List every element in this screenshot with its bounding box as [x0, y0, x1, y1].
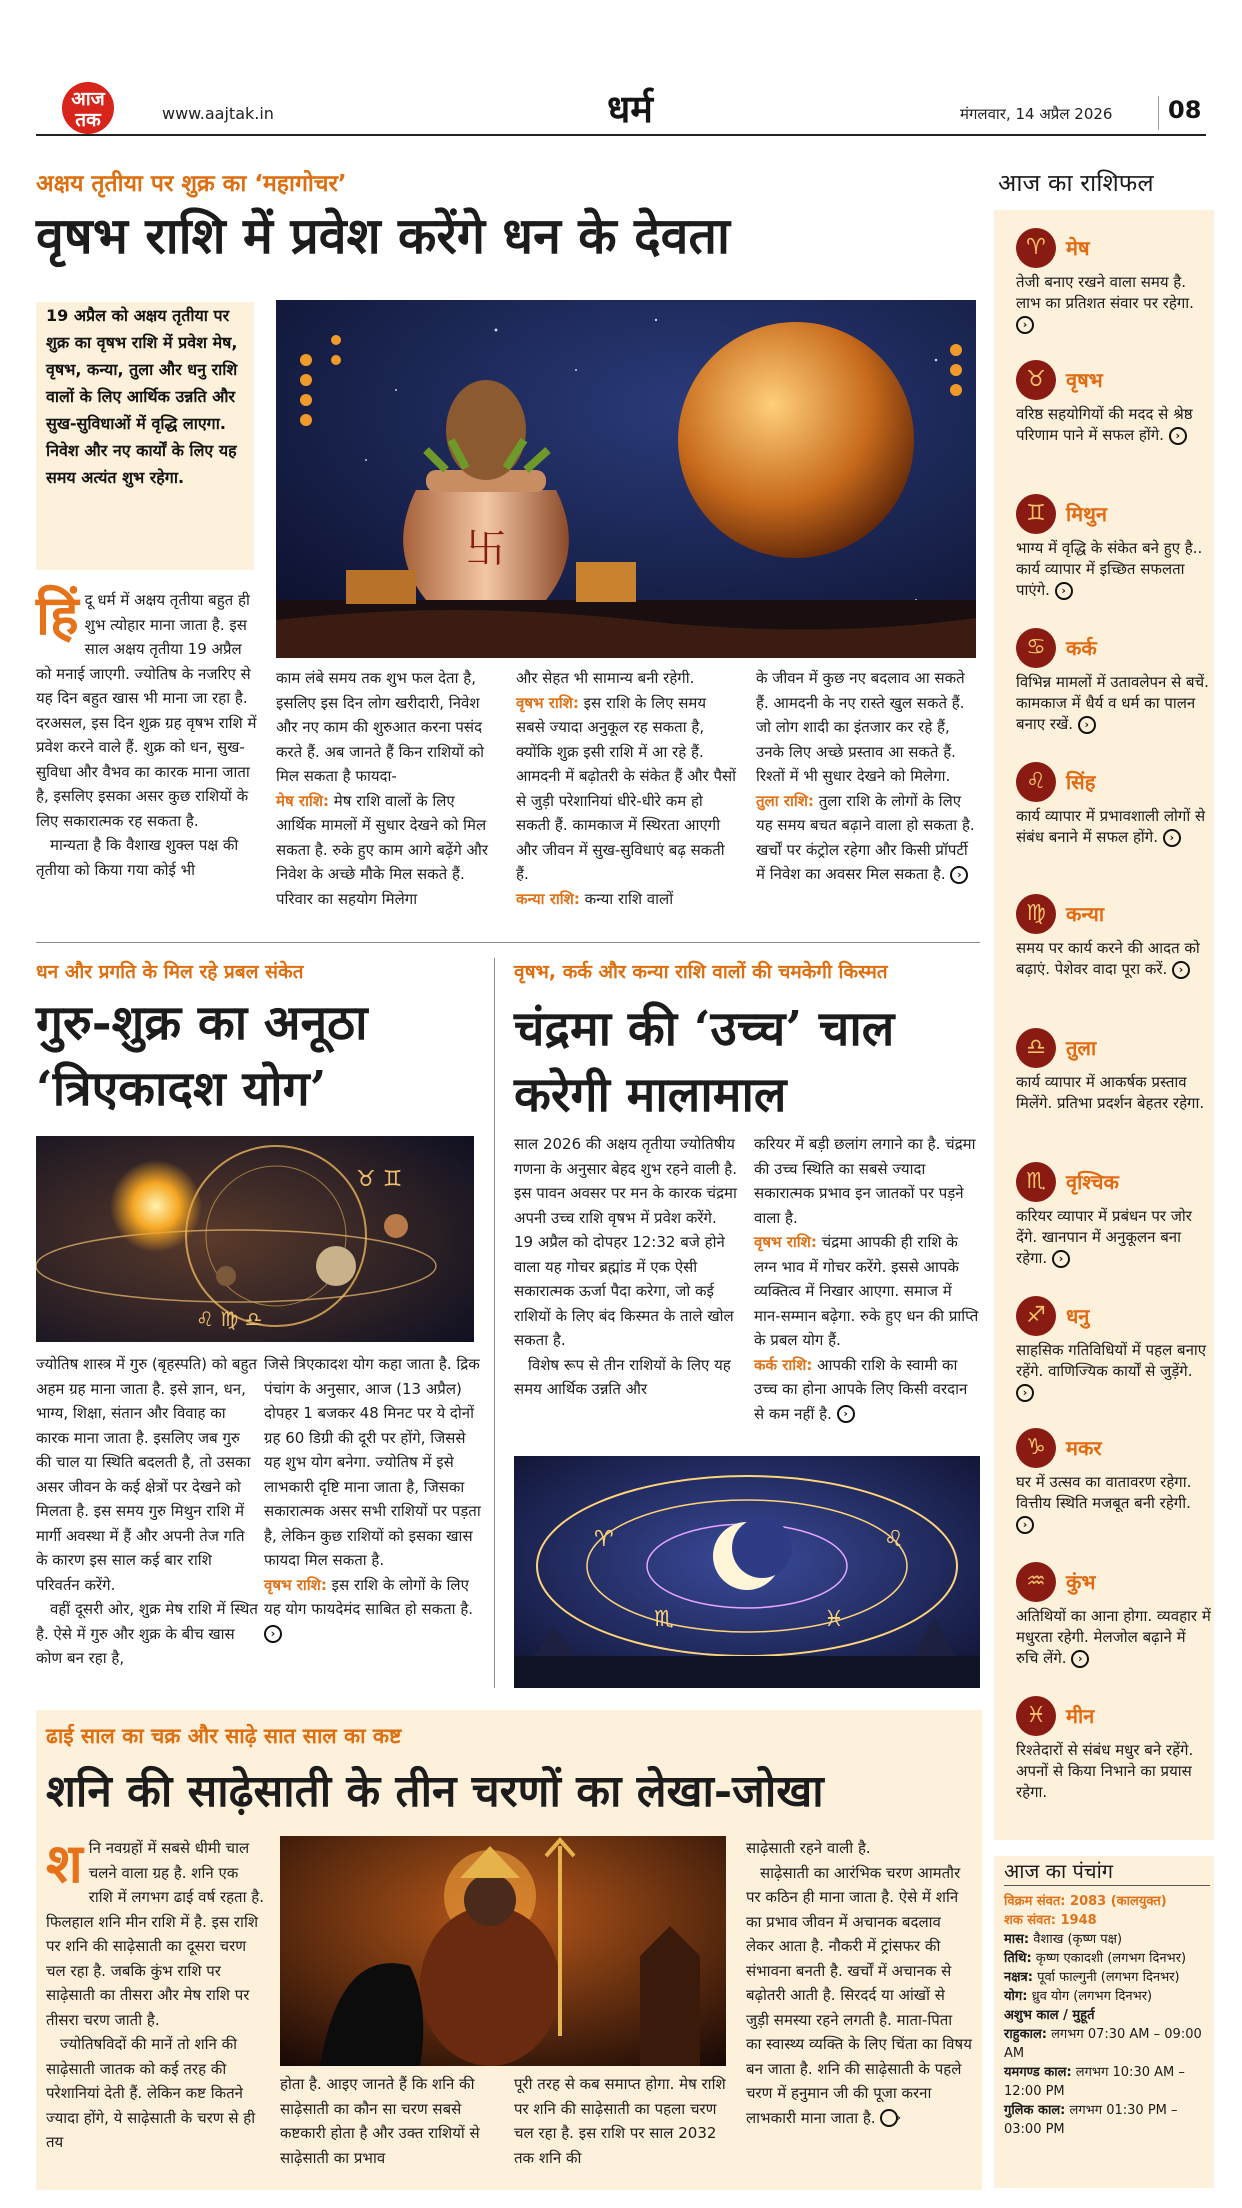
- aquarius-icon: ♒: [1016, 1562, 1056, 1602]
- panchang-value: कृष्ण एकादशी (लगभग दिनभर): [1035, 1951, 1187, 1966]
- story4-col1-para2: ज्योतिषविदों की मानें तो शनि की साढ़ेसाती जातक को कई तरह की परेशानियां देती हैं. लेकिन कष्ट कितने ज्यादा होंगे, ये साढ़ेसाती के चरण से ही तय: [46, 2035, 256, 2151]
- story1-label-kanya: कन्या राशि:: [516, 889, 580, 908]
- rashi-text: अतिथियों का आना होगा. व्यवहार में मधुरता रहेगी. मेलजोल बढ़ाने में रुचि लेंगे.: [1016, 1607, 1211, 1667]
- story4-dropcap: श: [46, 1831, 83, 1895]
- panchang-value: ध्रुव योग (लगभग दिनभर): [1031, 1989, 1153, 2004]
- svg-text:♈: ♈: [594, 1527, 614, 1552]
- rashi-name: वृश्चिक: [1066, 1170, 1119, 1194]
- story4-col2: होता है. आइए जानते हैं कि शनि की साढ़ेसाती का कौन सा चरण सबसे कष्टकारी होता है और उक्त राशियों से साढ़ेसाती का प्रभाव: [280, 2075, 480, 2167]
- rashi-text: कार्य व्यापार में आकर्षक प्रस्ताव मिलेंगे. प्रतिभा प्रदर्शन बेहतर रहेगा.: [1016, 1073, 1205, 1112]
- story1-col3-para2: इस राशि के लिए समय सबसे ज्यादा अनुकूल रह सकता है, क्योंकि शुक्र इसी राशि में आ रहे हैं. आमदनी में बढ़ोतरी के संकेत हैं और पैसों से जुड़ी परेशानियां धीरे-धीरे कम हो सकती हैं. कामकाज में स्थिरता आएगी और जीवन में सुख-सुविधाएं बढ़ सकती हैं.: [516, 693, 737, 883]
- page-number: 08: [1168, 96, 1202, 124]
- rashi-name: धनु: [1066, 1304, 1090, 1328]
- rashi-text: रिश्तेदारों से संबंध मधुर बने रहेंगे. अपनों से किया निभाने का प्रयास रहेगा.: [1016, 1741, 1194, 1801]
- story4-col1-para1: नि नवग्रहों में सबसे धीमी चाल चलने वाला ग्रह है. शनि एक राशि में लगभग ढाई वर्ष रहता है. फिलहाल शनि मीन राशि में है. इस राशि पर शनि की साढ़ेसाती का दूसरा चरण चल रहा है. जबकि कुंभ राशि पर साढ़ेसाती का तीसरा और मेष राशि पर तीसरा चरण जाती है.: [46, 1839, 264, 2029]
- rashi-name: मकर: [1066, 1436, 1102, 1460]
- rashi-text: साहसिक गतिविधियों में पहल बनाए रहेंगे. वाणिज्यिक कार्यों से जुड़ेंगे.: [1016, 1341, 1207, 1380]
- svg-text:♏: ♏: [654, 1607, 674, 1632]
- story4-image-shani-dev: [280, 1836, 726, 2066]
- story4-col3: पूरी तरह से कब समाप्त होगा. मेष राशि पर शनि की साढ़ेसाती का पहला चरण चल रहा है. इस राशि पर साल 2032 तक शनि की: [514, 2075, 726, 2167]
- story1-col1-para1: दू धर्म में अक्षय तृतीया बहुत ही शुभ त्योहार माना जाता है. इस साल अक्षय तृतीया 19 अप्रैल को मनाई जाएगी. ज्योतिष के नजरिए से यह दिन बहुत खास भी माना जा रहा है. दरअसल, इस दिन शुक्र ग्रह वृषभ राशि में प्रवेश करने वाले हैं. शुक्र को धन, सुख-सुविधा और वैभव का कारक माना जाता है, इसलिए इसका असर कुछ राशियों के लिए सकारात्मक रह सकता है.: [36, 591, 257, 830]
- story1-col1-para2: मान्यता है कि वैशाख शुक्ल पक्ष की तृतीया को किया गया कोई भी: [36, 836, 239, 879]
- panchang-label: तिथि:: [1004, 1951, 1032, 1966]
- story3-kicker: वृषभ, कर्क और कन्या राशि वालों की चमकेगी किस्मत: [514, 961, 888, 983]
- story1-col3-para3: कन्या राशि वालों: [584, 889, 674, 908]
- svg-text:♌: ♌: [884, 1527, 904, 1552]
- story2-col1-para2: वहीं दूसरी ओर, शुक्र मेष राशि में स्थित है. ऐसे में गुरु और शुक्र के बीच खास कोण बन रहा है,: [36, 1600, 258, 1667]
- story1-col2-para2: मेष राशि वालों के लिए आर्थिक मामलों में सुधार देखने को मिल सकता है. रुके हुए काम आगे बढ़ेंगे और निवेश के अच्छे मौके मिल सकते हैं. परिवार का सहयोग मिलेगा: [276, 791, 489, 908]
- read-more-arrow-icon[interactable]: ›: [1172, 961, 1190, 979]
- aajtak-logo[interactable]: [40, 80, 144, 136]
- libra-icon: ♎: [1016, 1028, 1056, 1068]
- story1-label-vrishabh: वृषभ राशि:: [516, 693, 579, 712]
- story2-image-zodiac-wheel: [36, 1136, 474, 1342]
- rashi-name: मीन: [1066, 1704, 1095, 1728]
- story1-col4-para1: के जीवन में कुछ नए बदलाव आ सकते हैं. आमदनी के नए रास्ते खुल सकते हैं. जो लोग शादी का इंतजार कर रहे हैं, उनके लिए अच्छे प्रस्ताव आ सकते हैं. रिश्तों में भी सुधार देखने को मिलेगा.: [756, 669, 965, 785]
- rashi-name: मेष: [1066, 236, 1090, 260]
- story1-col2-para1: काम लंबे समय तक शुभ फल देता है, इसलिए इस दिन लोग खरीदारी, निवेश और नए काम की शुरुआत करना पसंद करते हैं. अब जानते हैं किन राशियों को मिल सकता है फायदा-: [276, 669, 485, 785]
- read-more-arrow-icon[interactable]: ›: [1016, 1516, 1034, 1534]
- rashi-text: करियर व्यापार में प्रबंधन पर जोर देंगे. खानपान में अनुकूलन बना रहेगा.: [1016, 1207, 1192, 1267]
- story2-headline-line1: गुरु-शुक्र का अनूठा: [36, 995, 368, 1051]
- story3-col2-para2: चंद्रमा आपकी ही राशि के लग्न भाव में गोचर करेंगे. इससे आपके व्यक्तित्व में निखार आएगा. समाज में मान-सम्मान बढ़ेगा. रुके हुए धन की प्राप्ति के प्रबल योग हैं.: [754, 1233, 979, 1349]
- svg-text:卐: 卐: [466, 526, 506, 572]
- read-more-arrow-icon[interactable]: ›: [1055, 582, 1073, 600]
- rashi-text: घर में उत्सव का वातावरण रहेगा. वित्तीय स्थिति मजबूत बनी रहेगी.: [1016, 1473, 1192, 1512]
- story1-dropcap: हिं: [36, 583, 79, 647]
- rashi-name: तुला: [1066, 1036, 1097, 1060]
- story3-image-moon-zodiac: [514, 1456, 980, 1688]
- scorpio-icon: ♏: [1016, 1162, 1056, 1202]
- story3-col1-para1: साल 2026 की अक्षय तृतीया ज्योतिषीय गणना के अनुसार बेहद शुभ रहने वाली है. इस पावन अवसर पर मन के कारक चंद्रमा अपनी उच्च राशि वृषभ में प्रवेश करेंगे. 19 अप्रैल को दोपहर 12:32 बजे होने वाला यह गोचर ब्रह्मांड में एक ऐसी सकारात्मक ऊर्जा पैदा करेगा, जो कई राशियों के लिए बंद किस्मत के ताले खोल सकता है.: [514, 1135, 738, 1349]
- rashi-name: मिथुन: [1066, 502, 1108, 526]
- story3-label-vrishabh: वृषभ राशि:: [754, 1233, 817, 1251]
- panchang-label: नक्षत्र:: [1004, 1970, 1033, 1985]
- panchang-label: गुलिक काल:: [1004, 2103, 1066, 2118]
- story3-headline-line2: करेगी मालामाल: [514, 1067, 787, 1123]
- story1-headline[interactable]: वृषभ राशि में प्रवेश करेंगे धन के देवता: [36, 206, 730, 265]
- story2-col1: [36, 1352, 258, 1671]
- story4-col4-para1: साढ़ेसाती रहने वाली है.: [746, 1839, 871, 1857]
- svg-text:आज: आज: [71, 88, 105, 110]
- svg-text:♌ ♍ ♎: ♌ ♍ ♎: [196, 1307, 263, 1331]
- panchang-ashubh-heading: अशुभ काल / मुहूर्त: [1004, 2008, 1095, 2023]
- story1-label-tula: तुला राशि:: [756, 791, 814, 810]
- panchang-vikram: विक्रम संवत: 2083 (कालयुक्त): [1004, 1894, 1167, 1909]
- rashi-name: सिंह: [1066, 770, 1096, 794]
- story3-col2-para3: आपकी राशि के स्वामी का उच्च का होना आपके लिए किसी वरदान से कम नहीं है.: [754, 1355, 968, 1423]
- panchang-value: लगभग 01:30 PM – 03:00 PM: [1004, 2103, 1178, 2137]
- leo-icon: ♌: [1016, 762, 1056, 802]
- story1-lead-box: [36, 302, 254, 570]
- story4-col4-para2: साढ़ेसाती का आरंभिक चरण आमतौर पर कठिन ही माना जाता है. ऐसे में शनि का प्रभाव जीवन में अचानक बदलाव लेकर आता है. नौकरी में ट्रांसफर की संभावना बनती है. खर्चों में अचानक से बढ़ोतरी आती है. सिरदर्द या आंखों से जुड़ी समस्या रहने लगती है. माता-पिता का स्वास्थ्य व्यक्ति के लिए चिंता का विषय बन जाता है. शनि की साढ़ेसाती के पहले चरण में हनुमान जी की पूजा करना लाभकारी माना जाता है.: [746, 1863, 972, 2127]
- svg-text:♓: ♓: [824, 1607, 844, 1632]
- story1-image-kalash-venus: [276, 300, 976, 658]
- rashi-text: भाग्य में वृद्धि के संकेत बने हुए है.. कार्य व्यापार में इच्छित सफलता पाएंगे.: [1016, 539, 1203, 599]
- story2-headline-line2: ‘त्रिएकादश योग’: [36, 1061, 327, 1117]
- panchang-value: वैशाख (कृष्ण पक्ष): [1033, 1932, 1123, 1947]
- story1-col3-para1: और सेहत भी सामान्य बनी रहेगी.: [516, 669, 695, 687]
- story3-col2: [754, 1132, 980, 1426]
- panchang: [1004, 1859, 1210, 2139]
- story3-label-kark: कर्क राशि:: [754, 1355, 813, 1374]
- panchang-value: लगभग 10:30 AM – 12:00 PM: [1004, 2065, 1185, 2099]
- story4-headline[interactable]: शनि की साढ़ेसाती के तीन चरणों का लेखा-जोखा: [46, 1766, 824, 1817]
- read-more-arrow-icon[interactable]: ›: [1078, 716, 1096, 734]
- read-more-arrow-icon[interactable]: ›: [837, 1405, 855, 1423]
- story1-col3: [516, 666, 738, 911]
- svg-text:तक: तक: [75, 109, 101, 131]
- story2-kicker: धन और प्रगति के मिल रहे प्रबल संकेत: [36, 961, 304, 983]
- read-more-arrow-icon[interactable]: ›: [1016, 316, 1034, 334]
- story1-label-mesh: मेष राशि:: [276, 791, 329, 810]
- story2-col2-para1: जिसे त्रिएकादश योग कहा जाता है. द्रिक पंचांग के अनुसार, आज (13 अप्रैल) दोपहर 1 बजकर 48 मिनट पर ये दोनों ग्रह 60 डिग्री की दूरी पर होंगे, जिससे यह शुभ योग बनेगा. ज्योतिष में इसे लाभकारी दृष्टि माना जाता है, जिसका सकारात्मक असर सभी राशियों पर पड़ता है, लेकिन कुछ राशियों को इसका खास फायदा मिल सकता है.: [264, 1355, 481, 1569]
- story3-col1-para2: विशेष रूप से तीन राशियों के लिए यह समय आर्थिक उन्नति और: [514, 1355, 731, 1398]
- story1-col4-para2: तुला राशि के लोगों के लिए यह समय बचत बढ़ाने वाला हो सकता है. खर्चों पर कंट्रोल रहेगा और किसी प्रॉपर्टी में निवेश का अवसर मिल सकता है.: [756, 791, 975, 883]
- panchang-value: लगभग 07:30 AM – 09:00 AM: [1004, 2027, 1202, 2061]
- rashi-text: तेजी बनाए रखने वाला समय है. लाभ का प्रतिशत संवार पर रहेगा.: [1016, 273, 1194, 312]
- sagittarius-icon: ♐: [1016, 1296, 1056, 1336]
- story2-col2-para2: इस राशि के लोगों के लिए यह योग फायदेमंद साबित हो सकता है.: [264, 1575, 474, 1618]
- taurus-icon: ♉: [1016, 360, 1056, 400]
- read-more-arrow-icon[interactable]: ›: [1071, 1650, 1089, 1668]
- story3-headline-line1: चंद्रमा की ‘उच्च’ चाल: [514, 1001, 895, 1057]
- rashi-text: समय पर कार्य करने की आदत को बढ़ाएं. पेशेवर वादा पूरा करें.: [1016, 939, 1200, 978]
- story2-label-vrishabh: वृषभ राशि:: [264, 1575, 327, 1594]
- story1-col2: [276, 666, 498, 911]
- panchang-label: योग:: [1004, 1989, 1028, 2004]
- read-more-arrow-icon[interactable]: ›: [1169, 427, 1187, 445]
- story3-col1: [514, 1132, 740, 1402]
- rashi-text: वरिष्ठ सहयोगियों की मदद से श्रेष्ठ परिणाम पाने में सफल होंगे.: [1016, 405, 1193, 444]
- story1-lead: 19 अप्रैल को अक्षय तृतीया पर शुक्र का वृषभ राशि में प्रवेश मेष, वृषभ, कन्या, तुला और धनु राशि वालों के लिए आर्थिक उन्नति और सुख-सुविधाओं में वृद्धि लाएगा. निवेश और नए कार्यों के लिए यह समय अत्यंत शुभ रहेगा.: [46, 306, 238, 487]
- panchang-label: मास:: [1004, 1932, 1030, 1947]
- rashi-text: कार्य व्यापार में प्रभावशाली लोगों से संबंध बनाने में सफल होंगे.: [1016, 807, 1206, 846]
- rashi-text: विभिन्न मामलों में उतावलेपन से बचें. कामकाज में धैर्य व धर्म का पालन बनाए रखें.: [1016, 673, 1209, 733]
- svg-text:♉ ♊: ♉ ♊: [356, 1167, 403, 1192]
- read-more-arrow-icon[interactable]: ›: [264, 1625, 282, 1643]
- cancer-icon: ♋: [1016, 628, 1056, 668]
- capricorn-icon: ♑: [1016, 1428, 1056, 1468]
- masthead-rule: [36, 134, 1206, 136]
- story4-kicker: ढाई साल का चक्र और साढ़े सात साल का कष्ट: [46, 1724, 402, 1748]
- read-more-arrow-icon[interactable]: ›: [1016, 1384, 1034, 1402]
- story2-col2: [264, 1352, 482, 1646]
- story4-col4: [746, 1836, 972, 2130]
- rashi-name: वृषभ: [1066, 368, 1103, 392]
- story1-col1: [36, 583, 258, 882]
- read-more-arrow-icon[interactable]: ›: [1163, 829, 1181, 847]
- story1-col4: [756, 666, 978, 887]
- read-more-arrow-icon[interactable]: ›: [950, 866, 968, 884]
- panchang-label: राहुकाल:: [1004, 2027, 1047, 2042]
- virgo-icon: ♍: [1016, 894, 1056, 934]
- read-more-arrow-icon[interactable]: ›: [880, 2109, 898, 2127]
- aries-icon: ♈: [1016, 228, 1056, 268]
- pisces-icon: ♓: [1016, 1696, 1056, 1736]
- story3-col2-para1: करियर में बड़ी छलांग लगाने का है. चंद्रमा की उच्च स्थिति का सबसे ज्यादा सकारात्मक प्रभाव इन जातकों पर पड़ने वाला है.: [754, 1135, 976, 1227]
- section-title: धर्म: [606, 86, 654, 131]
- rashi-name: कन्या: [1066, 902, 1105, 926]
- rashifal-title: आज का राशिफल: [998, 169, 1154, 197]
- rashi-name: कर्क: [1066, 636, 1097, 660]
- column-divider: [494, 958, 495, 1688]
- panchang-title: आज का पंचांग: [1004, 1862, 1210, 1886]
- panchang-shaka: शक संवत: 1948: [1004, 1913, 1097, 1928]
- section-divider: [36, 942, 980, 943]
- story3-headline[interactable]: [514, 996, 984, 1128]
- story2-headline[interactable]: [36, 990, 496, 1122]
- panchang-value: पूर्वा फाल्गुनी (लगभग दिनभर): [1037, 1970, 1180, 1985]
- site-url[interactable]: www.aajtak.in: [162, 104, 274, 123]
- story2-col1-para1: ज्योतिष शास्त्र में गुरु (बृहस्पति) को बहुत अहम ग्रह माना जाता है. इसे ज्ञान, धन, भाग्य, शिक्षा, संतान और विवाह का कारक माना जाता है. इसलिए जब गुरु की चाल या स्थिति बदलती है, तो उसका असर जीवन के कई क्षेत्रों पर देखने को मिलता है. इस समय गुरु मिथुन राशि में मार्गी अवस्था में हैं और अपनी तेज गति के कारण इस साल कई बार राशि परिवर्तन करेंगे.: [36, 1355, 257, 1594]
- story1-kicker: अक्षय तृतीया पर शुक्र का ‘महागोचर’: [36, 171, 347, 197]
- page-number-divider: [1158, 96, 1159, 130]
- read-more-arrow-icon[interactable]: ›: [1052, 1250, 1070, 1268]
- gemini-icon: ♊: [1016, 494, 1056, 534]
- rashi-name: कुंभ: [1066, 1570, 1096, 1594]
- panchang-label: यमगण्ड काल:: [1004, 2065, 1072, 2080]
- story4-col1: [46, 1831, 266, 2155]
- issue-date: मंगलवार, 14 अप्रैल 2026: [960, 105, 1113, 123]
